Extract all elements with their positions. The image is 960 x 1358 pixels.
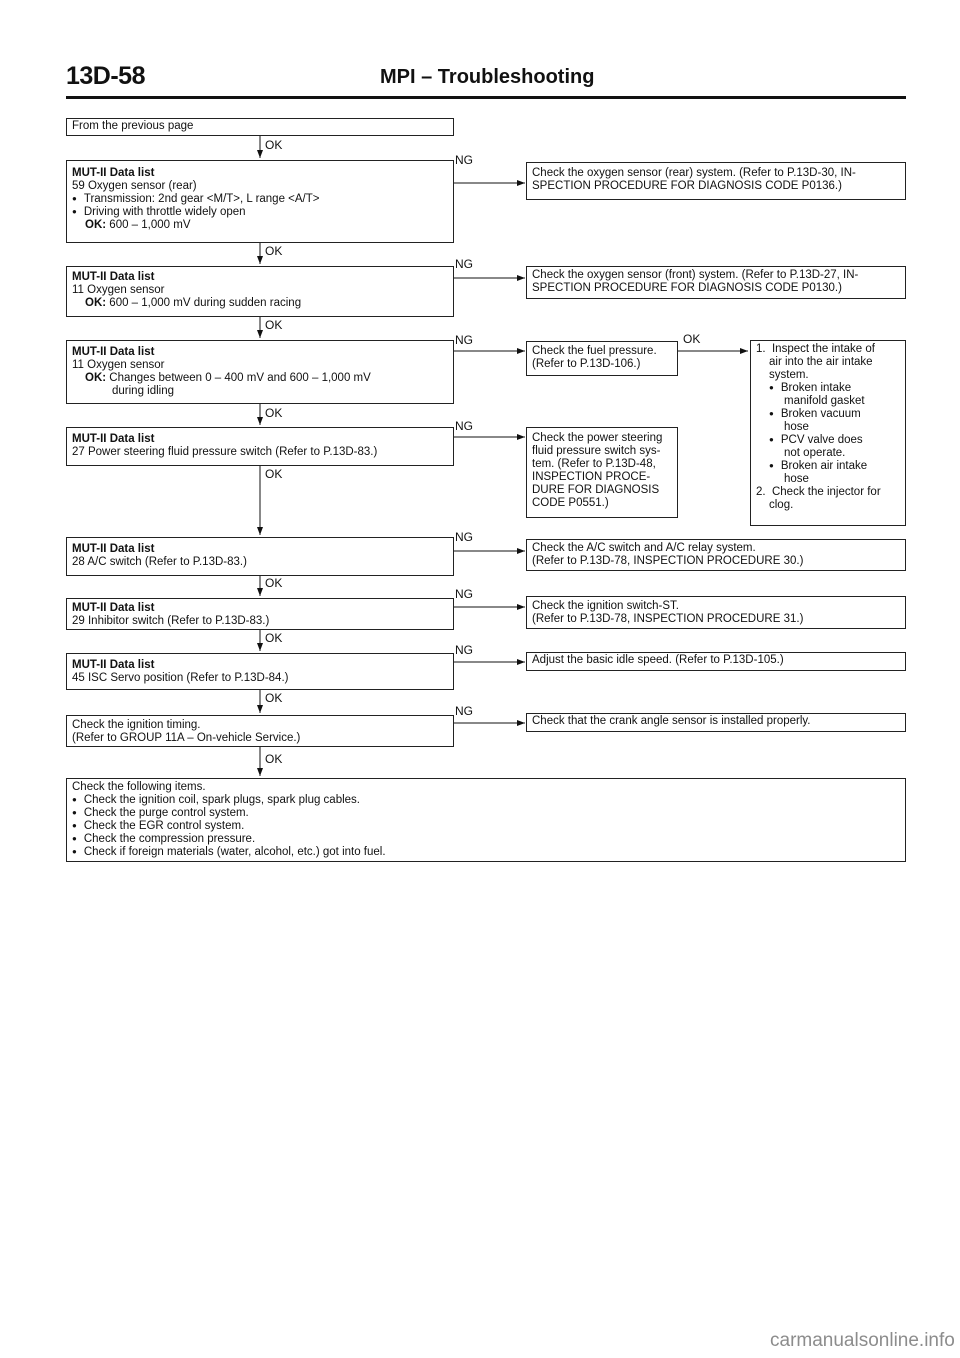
ng-label: NG — [455, 419, 473, 433]
step-previous-page: From the previous page — [66, 118, 454, 136]
action-adjust-idle-speed: Adjust the basic idle speed. (Refer to P.13D-105.) — [526, 652, 906, 671]
step-oxygen-sensor-rear: MUT-II Data list 59 Oxygen sensor (rear) ● Transmission: 2nd gear <M/T>, L range <A/T> ● Driving with throttle widely open OK: 600 – 1,000 mV — [66, 160, 454, 243]
ok-label: OK — [265, 138, 283, 152]
step-oxygen-sensor-idling: MUT-II Data list 11 Oxygen sensor OK: Changes between 0 – 400 mV and 600 – 1,000 mV during idling — [66, 340, 454, 404]
step-inhibitor-switch: MUT-II Data list 29 Inhibitor switch (Refer to P.13D-83.) — [66, 598, 454, 630]
ng-label: NG — [455, 643, 473, 657]
section-title: MPI – Troubleshooting — [380, 66, 595, 88]
footer-watermark: carmanualsonline.info — [770, 1330, 955, 1351]
ng-label: NG — [455, 530, 473, 544]
page-code: 13D-58 — [66, 62, 145, 90]
action-power-steering-system: Check the power steering fluid pressure switch sys- tem. (Refer to P.13D-48, INSPECTION PROCE- DURE FOR DIAGNOSIS CODE P0551.) — [526, 427, 678, 518]
ng-label: NG — [455, 704, 473, 718]
action-inspect-intake: 1. Inspect the intake of air into the air intake system. ● Broken intake manifold gasket ● Broken vacuum hose ● PCV valve does not operate. ● Broken air intake hose 2. Check the injector for clog. — [750, 340, 906, 526]
action-oxygen-sensor-front: Check the oxygen sensor (front) system. (Refer to P.13D-27, IN- SPECTION PROCEDURE FOR DIAGNOSIS CODE P0130.) — [526, 266, 906, 299]
ok-label: OK — [265, 691, 283, 705]
step-power-steering-switch: MUT-II Data list 27 Power steering fluid pressure switch (Refer to P.13D-83.) — [66, 427, 454, 466]
action-fuel-pressure: Check the fuel pressure. (Refer to P.13D-106.) — [526, 341, 678, 376]
ok-label: OK — [265, 406, 283, 420]
ng-label: NG — [455, 153, 473, 167]
ok-label: OK — [265, 752, 283, 766]
ok-label: OK — [265, 318, 283, 332]
action-oxygen-sensor-rear: Check the oxygen sensor (rear) system. (Refer to P.13D-30, IN- SPECTION PROCEDURE FOR DIAGNOSIS CODE P0136.) — [526, 162, 906, 200]
ok-label: OK — [265, 631, 283, 645]
ng-label: NG — [455, 587, 473, 601]
ok-label: OK — [265, 244, 283, 258]
ok-label: OK — [265, 467, 283, 481]
ok-label: OK — [683, 332, 701, 346]
step-ignition-timing: Check the ignition timing. (Refer to GROUP 11A – On-vehicle Service.) — [66, 715, 454, 747]
step-oxygen-sensor-racing: MUT-II Data list 11 Oxygen sensor OK: 600 – 1,000 mV during sudden racing — [66, 266, 454, 317]
step-isc-servo-position: MUT-II Data list 45 ISC Servo position (Refer to P.13D-84.) — [66, 653, 454, 690]
action-ignition-switch-st: Check the ignition switch-ST. (Refer to P.13D-78, INSPECTION PROCEDURE 31.) — [526, 596, 906, 629]
ng-label: NG — [455, 257, 473, 271]
action-crank-angle-sensor: Check that the crank angle sensor is installed properly. — [526, 713, 906, 732]
step-ac-switch: MUT-II Data list 28 A/C switch (Refer to P.13D-83.) — [66, 537, 454, 576]
ok-label: OK — [265, 576, 283, 590]
action-ac-relay-system: Check the A/C switch and A/C relay system. (Refer to P.13D-78, INSPECTION PROCEDURE 30.) — [526, 539, 906, 571]
step-check-following-items: Check the following items. ● Check the ignition coil, spark plugs, spark plug cables. ● Check the purge control system. ● Check the EGR control system. ● Check the compression pressure. ● Check if foreign materials (water, alcohol, etc.) got into fuel. — [66, 778, 906, 862]
ng-label: NG — [455, 333, 473, 347]
